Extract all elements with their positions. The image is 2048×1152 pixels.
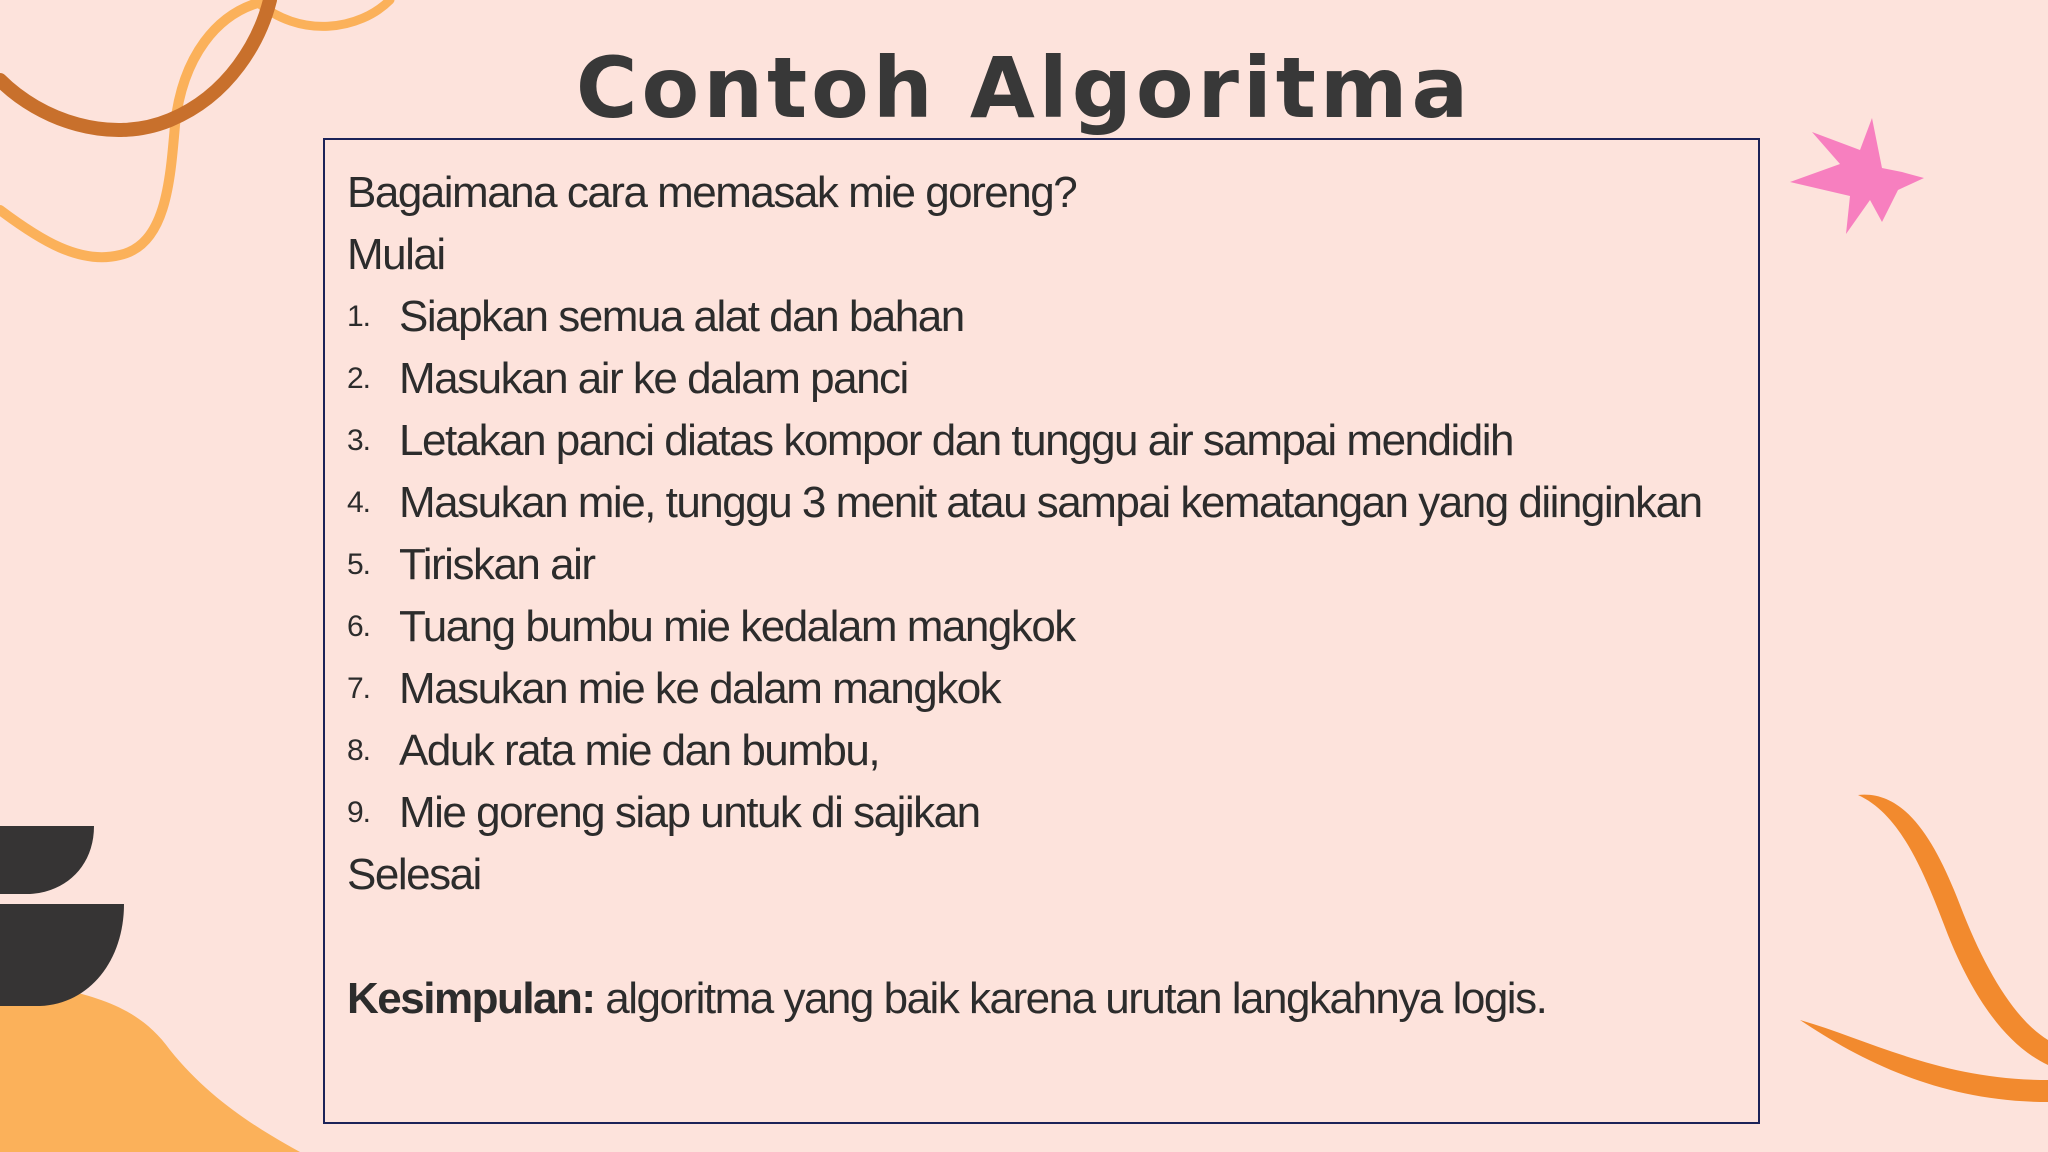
algorithm-content [347,162,1738,1030]
list-item [347,720,1738,782]
list-item [347,534,1738,596]
step-text: Tiriskan air [399,540,595,589]
step-number: 7. [347,672,371,705]
spacer [347,906,1738,968]
end-label: Selesai [347,850,481,899]
algorithm-box [323,138,1760,1124]
list-item [347,472,1738,534]
dark-half-circle-bottom [0,904,124,1006]
question-text: Bagaimana cara memasak mie goreng? [347,168,1077,217]
step-number: 4. [347,486,371,519]
conclusion [347,968,1738,1030]
list-item [347,286,1738,348]
dark-half-circle-top [0,826,94,894]
slide-title: Contoh Algoritma [575,39,1473,137]
step-text: Letakan panci diatas kompor dan tunggu air sampai mendidih [399,416,1513,465]
conclusion-text: algoritma yang baik karena urutan langkahnya logis. [594,974,1547,1023]
list-item [347,410,1738,472]
steps-list [347,286,1738,844]
step-number: 9. [347,796,371,829]
step-text: Masukan air ke dalam panci [399,354,908,403]
step-number: 6. [347,610,371,643]
orange-wave-upper [1858,795,2048,1065]
step-text: Aduk rata mie dan bumbu, [399,726,880,775]
step-number: 8. [347,734,371,767]
step-text: Siapkan semua alat dan bahan [399,292,964,341]
step-number: 3. [347,424,371,457]
step-text: Masukan mie ke dalam mangkok [399,664,1001,713]
start-label: Mulai [347,230,445,279]
step-text: Tuang bumbu mie kedalam mangkok [399,602,1075,651]
conclusion-label: Kesimpulan: [347,974,595,1023]
list-item [347,782,1738,844]
step-text: Mie goreng siap untuk di sajikan [399,788,980,837]
step-number: 2. [347,362,371,395]
list-item [347,658,1738,720]
step-text: Masukan mie, tunggu 3 menit atau sampai kematangan yang diinginkan [399,478,1702,527]
step-number: 1. [347,300,371,333]
list-item [347,596,1738,658]
list-item [347,348,1738,410]
step-number: 5. [347,548,371,581]
